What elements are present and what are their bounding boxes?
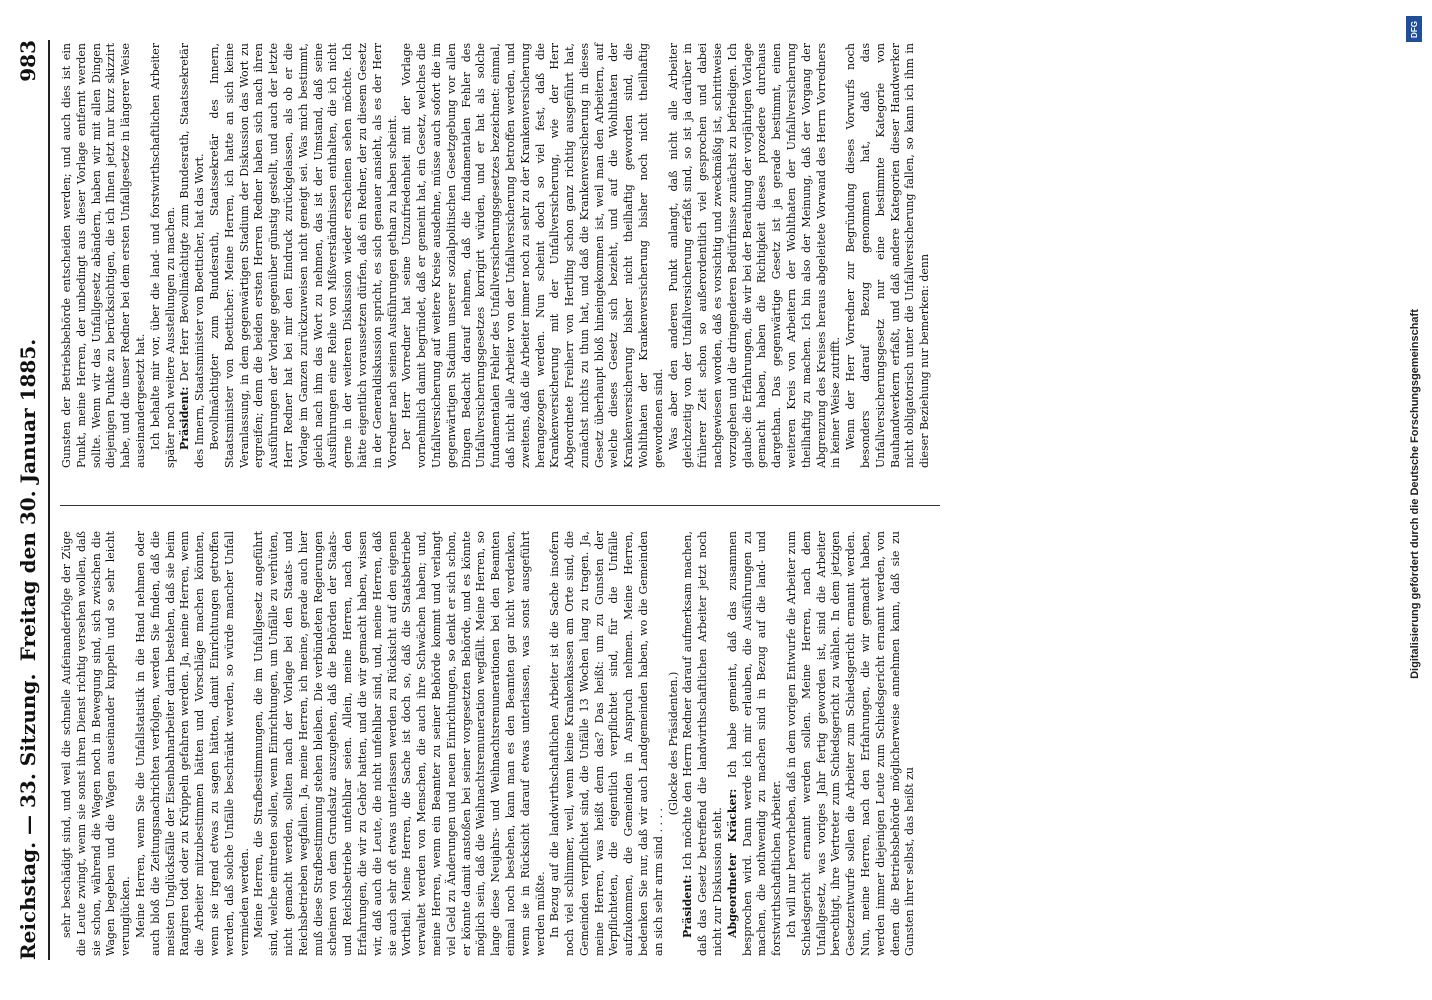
paragraph-text: Der Herr Bevollmächtigte zum Bundesrath, Staatssekretär des Innern, Staatsminister von Boetticher, hat das Wort.: [178, 43, 207, 468]
paragraph: [726, 531, 785, 956]
paragraph-text: Ich will nur hervorheben, daß in dem vorigen Entwurfe die Arbeiter zum Schiedsgericht ernannt werden sollen. Meine Herren, nach dem Unfallgesetz, was voriges Jahr fertig geworden ist, sind die Arbeiter berechtigt, ihre Vertreter zum Schiedsgericht zu wählen. In dem jetzigen Gesetzentwurfe sollen die Arbeiter zum Schiedsgericht ernannt werden. Nun, meine Herren, nach den Erfahrungen, die wir gemacht haben, werden immer diejenigen Leute zum Schiedsgericht ernannt werden, von denen die Betriebsbehörde möglicherweise annehmen kann, daß sie zu Gunsten ihrer selbst, das heißt zu: [785, 531, 917, 956]
paragraph: [60, 531, 134, 956]
left-column: [60, 531, 918, 956]
paragraph-text: Gunsten der Betriebsbehörde entscheiden werden; und auch dies ist ein Punkt, meine Herren, der unbedingt aus dieser Vorlage entfernt werden sollte. Wenn wir das Unfallgesetz abändern, haben wir mit allen Dingen diejenigen Punkte zu berücksichtigen, die ich Ihnen jetzt nur kurz skizzirt habe, und die unser Redner bei dem ersten Unfallgesetze in längerer Weise auseinandergesetzt hat.: [60, 43, 147, 468]
speaker-name: Präsident:: [681, 874, 695, 938]
right-column: [60, 43, 933, 468]
paragraph-text: Bevollmächtigter zum Bundesrath, Staatssekretär des Innern, Staatsminister von Boetticher: Meine Herren, ich hatte an sich keine Veranlassung, in dem gegenwärtigen Stadium der Diskussion das Wort zu ergreifen; denn die beiden ersten Herren Redner haben sich nach ihren Ausführungen der Vorlage gegenüber günstig gestellt, und auch der letzte Herr Redner hat bei mir den Eindruck zurückgelassen, als ob er die Vorlage im Ganzen zurückzuweisen nicht geneigt sei. Was mich bestimmt, gleich nach ihm das Wort zu nehmen, das ist der Umstand, daß seine Ausführungen eine Reihe von Mißverständnissen enthalten, die ich nicht gerne in der weiteren Diskussion wieder erscheinen sehen möchte. Ich hätte eigentlich voraussetzen dürfen, daß ein Redner, der zu diesem Gesetz in der Generaldiskussion spricht, es sich genauer ansieht, als es der Herr Vorredner nach seinen Ausführungen gethan zu haben scheint.: [207, 43, 399, 468]
paragraph-text: In Bezug auf die landwirthschaftlichen Arbeiter ist die Sache insofern noch viel schlimmer, weil, wenn keine Krankenkassen am Orte sind, die Gemeinden verpflichtet sind, die Unfälle 13 Wochen lang zu tragen. Ja, meine Herren, was heißt denn das? Das heißt: um zu Gunsten der Verpflichteten, die eigentlich verpflichtet sind, für die Unfälle aufzukommen, die Gemeinden in Anspruch nehmen. Meine Herren, bedenken Sie nur, daß wir auch Landgemeinden haben, wo die Gemeinden an sich sehr arm sind . . . .: [548, 531, 665, 956]
paragraph: [178, 43, 208, 468]
paragraph-text: Meine Herren, wenn Sie die Unfallstatistik in die Hand nehmen oder auch bloß die Zeitungsnachrichten verfolgen, werden Sie finden, daß die meisten Unglücksfälle der Eisenbahnarbeiter darin bestehen, daß sie beim Rangiren todt oder zu Krüppeln gefahren werden. Ja, meine Herren, wenn die Arbeiter mitzubestimmen hätten und Vorschläge machen könnten, wenn sie irgend etwas zu sagen hätten, damit Einrichtungen getroffen werden, daß solche Unfälle beschränkt werden, so würde mancher Unfall vermieden werden.: [133, 531, 251, 956]
paragraph-text: Ich behalte mir vor, über die land- und forstwirthschaftlichen Arbeiter später noch weitere Ausstellungen zu machen.: [148, 43, 177, 468]
header-date: Freitag den 30. Januar 1885.: [16, 338, 40, 662]
paragraph: [667, 43, 845, 468]
paragraph-text: Ich möchte den Herrn Redner darauf aufmerksam machen, daß das Gesetz betreffend die landwirthschaftlichen Arbeiter jetzt noch nicht zur Diskussion steht.: [681, 530, 725, 956]
paragraph: [252, 531, 548, 956]
paragraph-text: Der Herr Vorredner hat seine Unzufriedenheit mit der Vorlage vornehmlich damit begründet, daß er gemeint hat, ein Gesetz, welches die Unfallversicherung auf weitere Kreise ausdehne, müsse auch sofort die im gegenwärtigen Stadium unserer sozialpolitischen Gesetzgebung vor allen Dingen Bedacht darauf nehmen, daß die fundamentalen Fehler des Unfallversicherungsgesetzes korrigirt würden, und er hat als solche fundamentalen Fehler des Unfallversicherungsgesetzes bezeichnet: einmal, daß nicht alle Arbeiter von der Unfallversicherung betroffen werden, und zweitens, daß die Arbeiter immer noch zu sehr zu der Krankenversicherung herangezogen werden. Nun scheint doch so viel fest, daß die Krankenversicherung mit der Unfallversicherung, wie der Herr Abgeordnete Freiherr von Hertling schon ganz richtig ausgeführt hat, zunächst nichts zu thun hat, und daß die Krankenversicherung in dieses Gesetz überhaupt bloß hineingekommen ist, weil man den Arbeitern, auf welche dieses Gesetz sich bezieht, und auf die Wohlthaten der Krankenversicherung bisher nicht theilhaftig geworden sind, die Wohlthaten der Krankenversicherung bisher noch nicht theilhaftig gewordenen sind.: [400, 43, 665, 468]
speaker-name: Abgeordneter Kräcker:: [725, 788, 739, 938]
paragraph-text: Wenn der Herr Vorredner zur Begründung dieses Vorwurfs noch besonders darauf Bezug genommen hat, daß das Unfallversicherungsgesetz nur eine bestimmte Kategorie von Bauhandwerkern erfaßt, und daß andere Kategorien dieser Handwerker nicht obligatorisch unter die Unfallversicherung fallen, so kann ich ihm in dieser Beziehung nur bemerken: denn: [844, 43, 932, 468]
digitization-credit: Digitalisierung gefördert durch die Deutsche Forschungsgemeinschaft: [1409, 309, 1421, 679]
speaker-name: Präsident:: [178, 386, 192, 450]
page-number: 983: [16, 40, 40, 82]
header-left: Reichstag. — 33. Sitzung.: [16, 673, 40, 960]
paragraph-text: Meine Herren, die Strafbestimmungen, die im Unfallgesetz angeführt sind, welche eintreten sollen, wenn Einrichtungen, um Unfälle zu verhüten, nicht gemacht werden, sollten nach der Vorlage bei den Staats- und Reichsbetrieben wegfallen. Ja, meine Herren, ich meine, gerade auch hier muß diese Strafbestimmung stehen bleiben. Die verbündeten Regierungen scheinen von dem Grundsatz auszugehen, daß die Behörden der Staats- und Reichsbetriebe unfehlbar seien. Allein, meine Herren, nach den Erfahrungen, die wir zu Gehör hatten, und die wir gemacht haben, wissen wir, daß auch die Leute, die nicht unfehlbar sind, und, meine Herren, daß sie auch sehr oft etwas unterlassen werden zu Rücksicht auf den eigenen Vortheil. Meine Herren, die Sache ist doch so, daß die Staatsbetriebe verwaltet werden von Menschen, die auch ihre Schwächen haben; und, meine Herren, wenn ein Beamter zu seiner Behörde kommt und verlangt viel Geld zu Änderungen und neuen Einrichtungen, so denkt er sich schon, er könnte damit anstoßen bei seiner vorgesetzten Behörde, und es könnte möglich sein, daß die Weihnachtsremuneration wegfällt. Meine Herren, so lange diese Neujahrs- und Weihnachtsremunerationen bei den Beamten einmal noch bestehen, kann man es den Beamten gar nicht verdenken, wenn sie in Rücksicht darauf etwas unterlassen, was sonst ausgeführt werden müßte.: [252, 531, 547, 956]
paragraph: [149, 43, 179, 468]
paragraph: [681, 531, 725, 956]
paragraph: [134, 531, 252, 956]
header-rule: [48, 40, 50, 960]
column-divider: [60, 505, 940, 506]
digitization-sidebar: [1405, 8, 1425, 988]
paragraph: [667, 531, 682, 956]
paragraph: [208, 43, 400, 468]
paragraph-text: sehr beschädigt sind, und weil die schnelle Aufeinanderfolge der Züge die Leute zwingt, wenn sie sonst ihren Dienst richtig versehen wollen, daß sie schon, während die Wagen noch in Bewegung sind, sich zwischen die Wagen begeben und die Wagen auseinander kuppeln und so sehr leicht verunglücken.: [60, 531, 133, 956]
dfg-logo-text: DFG: [1409, 20, 1419, 38]
paragraph-text: Ich habe gemeint, daß das zusammen besprochen wird. Dann werde ich mir erlauben, die Ausführungen zu machen, die nothwendig zu machen sind in Bezug auf die land- und forstwirthschaftlichen Arbeiter.: [725, 531, 784, 956]
paragraph: [785, 531, 918, 956]
paragraph-text: Was aber den anderen Punkt anlangt, daß nicht alle Arbeiter gleichzeitig von der Unfallversicherung erfaßt sind, so ist ja darüber in früherer Zeit schon so außerordentlich viel gesprochen und dabei nachgewiesen worden, daß es vorsichtig und zweckmäßig ist, schrittweise vorzugehen und die dringenderen Bedürfnisse zunächst zu befriedigen. Ich glaube: die Erfahrungen, die wir bei der Berathung der vorjährigen Vorlage gemacht haben, haben die Richtigkeit dieses prozedere durchaus dargethan. Das gegenwärtige Gesetz ist ja gerade bestimmt, einen weiteren Kreis von Arbeitern der Wohlthaten der Unfallversicherung theilhaftig zu machen. Ich bin also der Meinung, daß der Vorgang der Abgrenzung des Kreises heraus abgeleitete Vorwand des Herrn Vorredners in keiner Weise zutrifft.: [666, 43, 843, 468]
paragraph: [844, 43, 933, 468]
paragraph: [400, 43, 666, 468]
paragraph: [548, 531, 666, 956]
paragraph: [60, 43, 149, 468]
paragraph-text: (Glocke des Präsidenten.): [666, 671, 680, 816]
page-header: [8, 40, 48, 960]
